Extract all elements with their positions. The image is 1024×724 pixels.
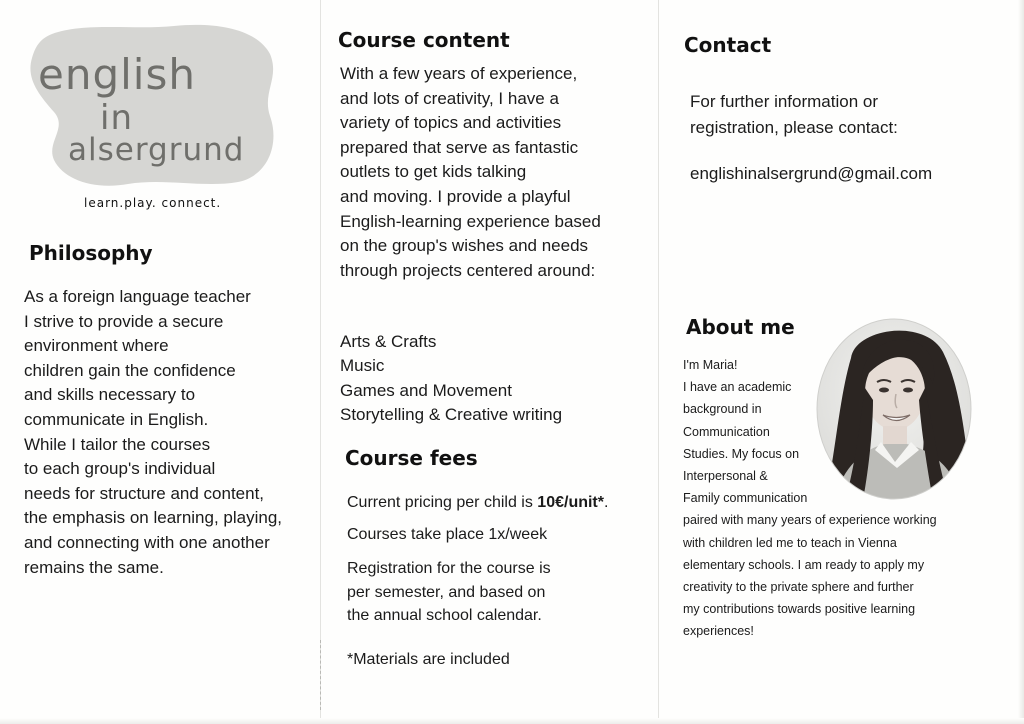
about-line: my contributions towards positive learning	[683, 602, 916, 617]
about-line: paired with many years of experience working	[683, 513, 937, 528]
about-line: Communication	[683, 424, 770, 439]
about-line: I have an academic	[683, 380, 792, 395]
course-content-line: English-learning experience based	[340, 211, 601, 231]
philosophy-line: environment where	[24, 336, 169, 356]
logo-text-alsergrund: alsergrund	[68, 132, 245, 168]
tagline: learn.play. connect.	[84, 196, 222, 210]
topics-list	[340, 330, 562, 428]
about-line: Family communication	[683, 491, 808, 506]
about-line: background in	[683, 402, 762, 417]
philosophy-line: While I tailor the courses	[24, 434, 211, 454]
about-line: with children led me to teach in Vienna	[683, 535, 897, 550]
frequency-line: Courses take place 1x/week	[347, 526, 548, 543]
course-content-text	[340, 62, 601, 283]
philosophy-heading: Philosophy	[29, 241, 153, 265]
course-content-line: and lots of creativity, I have a	[340, 88, 559, 108]
about-me-heading: About me	[686, 315, 795, 339]
about-line: I'm Maria!	[683, 358, 738, 372]
topic-item: Games and Movement	[340, 380, 512, 400]
about-line: experiences!	[683, 624, 754, 639]
contact-text	[690, 89, 898, 141]
contact-line: registration, please contact:	[690, 118, 898, 137]
philosophy-line: communicate in English.	[24, 409, 209, 429]
philosophy-line: to each group's individual	[24, 459, 216, 479]
philosophy-line: As a foreign language teacher	[24, 287, 251, 306]
contact-email-link[interactable]: englishinalsergrund@gmail.com	[690, 164, 933, 183]
about-line: creativity to the private sphere and further	[683, 580, 914, 595]
portrait-photo	[815, 318, 973, 500]
course-content-line: prepared that serve as fantastic	[340, 137, 579, 157]
logo	[24, 20, 280, 190]
contact-heading: Contact	[684, 33, 772, 57]
course-fees-heading: Course fees	[345, 446, 478, 470]
fold-line-right	[658, 0, 659, 724]
philosophy-line: remains the same.	[24, 557, 164, 577]
registration-line: per semester, and based on	[347, 583, 546, 601]
about-line: Studies. My focus on	[683, 446, 800, 461]
pricing-line	[347, 494, 608, 512]
registration-line: the annual school calendar.	[347, 607, 542, 624]
course-content-line: through projects centered around:	[340, 260, 596, 280]
materials-note: *Materials are included	[347, 651, 510, 668]
scan-edge-bottom	[0, 718, 1024, 724]
course-content-line: outlets to get kids talking	[340, 162, 527, 182]
about-line: Interpersonal &	[683, 469, 768, 484]
scan-edge-right	[1018, 0, 1024, 724]
course-content-line: variety of topics and activities	[340, 113, 562, 133]
philosophy-line: the emphasis on learning, playing,	[24, 508, 282, 528]
topic-item: Storytelling & Creative writing	[340, 405, 563, 425]
logo-text-in: in	[100, 98, 133, 138]
course-content-line: on the group's wishes and needs	[340, 236, 589, 256]
philosophy-line: children gain the confidence	[24, 360, 236, 380]
course-content-heading: Course content	[338, 28, 510, 52]
logo-text-english: english	[38, 50, 196, 99]
fold-crease-mark	[320, 640, 322, 710]
philosophy-line: and skills necessary to	[24, 385, 196, 405]
philosophy-line: I strive to provide a secure	[24, 311, 224, 331]
topic-item: Music	[340, 356, 385, 376]
philosophy-line: and connecting with one another	[24, 532, 270, 552]
pricing-suffix: .	[603, 494, 609, 511]
topic-item: Arts & Crafts	[340, 332, 437, 351]
philosophy-text	[24, 285, 282, 580]
course-content-line: and moving. I provide a playful	[340, 186, 571, 206]
pricing-prefix: Current pricing per child is	[347, 494, 538, 511]
philosophy-line: needs for structure and content,	[24, 483, 265, 503]
course-content-line: With a few years of experience,	[340, 64, 578, 83]
pricing-amount: 10€/unit*	[537, 494, 604, 511]
about-line: elementary schools. I am ready to apply my	[683, 557, 925, 572]
registration-text	[347, 557, 551, 628]
registration-line: Registration for the course is	[347, 560, 551, 577]
fold-line-left	[320, 0, 321, 724]
contact-line: For further information or	[690, 92, 879, 111]
